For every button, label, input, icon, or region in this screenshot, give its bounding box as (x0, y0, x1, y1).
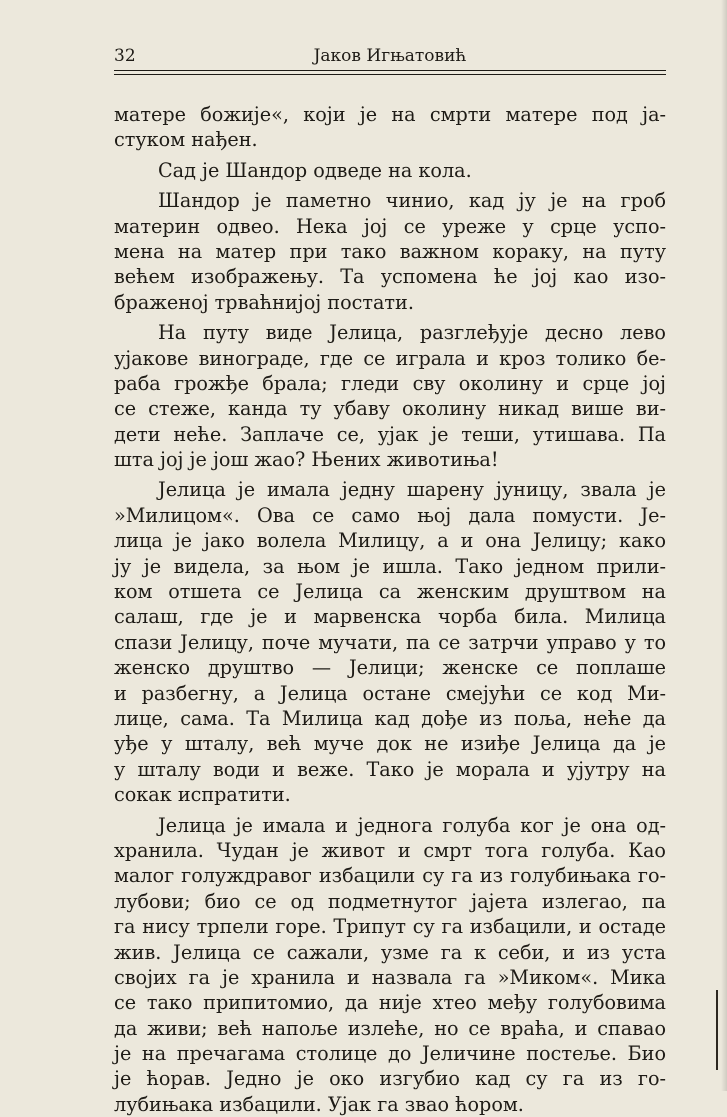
text-line: На путу виде Јелица, разглеђује десно лево (158, 321, 666, 345)
page-number: 32 (114, 46, 136, 66)
text-line: малог голуждравог избацили су га из голубињака го- (114, 864, 666, 888)
header-rule-top (114, 70, 666, 71)
text-line: спази Јелицу, поче мучати, па се затрчи управо у то (114, 630, 666, 654)
paragraph (114, 813, 666, 1117)
text-line: ујакове винограде, где се играла и кроз толико бе- (114, 346, 666, 370)
text-line: хранила. Чудан је живот и смрт тога голуба. Као (114, 838, 666, 862)
text-line: Јелица је имала једну шарену јуницу, звала је (158, 478, 666, 502)
text-line: се тако припитомио, да није хтео међу голубовима (114, 991, 666, 1015)
text-line: дети неће. Заплаче се, ујак је теши, утишава. Па (114, 422, 666, 446)
text-line: већем изображењу. Та успомена ће јој као изо- (114, 265, 666, 289)
text-line: се стеже, канда ту убаву околину никад више ви- (114, 397, 666, 421)
paragraph (114, 477, 666, 807)
text-line: лице, сама. Та Милица кад дође из поља, неће да (114, 706, 666, 730)
text-line: раба грожђе брала; гледи сву околину и срце јој (114, 371, 666, 395)
text-line: Шандор је паметно чинио, кад ју је на гроб (158, 189, 666, 213)
text-line: сокак испратити. (114, 783, 291, 807)
text-line: жив. Јелица се сажали, узме га к себи, и из уста (114, 940, 666, 964)
text-line: мена на матер при тако важном кораку, на путу (114, 239, 666, 263)
paragraph (114, 188, 666, 315)
text-line: ју је видела, за њом је ишла. Тако једном прили- (114, 554, 666, 578)
header-rule-bottom (114, 74, 666, 75)
text-line: стуком нађен. (114, 128, 258, 152)
text-line: уђе у шталу, већ муче док не изиђе Јелица да је (114, 732, 666, 756)
text-line: ком отшета се Јелица са женским друштвом на (114, 580, 666, 604)
text-line: Сад је Шандор одведе на кола. (158, 158, 472, 182)
text-line: га нису трпели горе. Трипут су га избацили, и остаде (114, 915, 666, 939)
text-line: »Милицом«. Ова се само њој дала помусти. Је- (114, 503, 666, 527)
text-line: женско друштво — Јелици; женске се поплаше (114, 656, 666, 680)
text-line: у шталу води и веже. Тако је морала и ујутру на (114, 757, 666, 781)
paragraph (114, 102, 666, 153)
text-line: материн одвео. Нека јој се уреже у срце успо- (114, 214, 666, 238)
paragraph (114, 320, 666, 472)
text-line: шта јој је још жао? Њених животиња! (114, 448, 499, 472)
text-line: и разбегну, а Јелица остане смејући се код Ми- (114, 681, 666, 705)
body-text (114, 102, 666, 1117)
text-line: лубињака избацили. Ујак га звао ћором. (114, 1092, 524, 1116)
page-header (114, 46, 666, 68)
page-edge-mark (716, 990, 718, 1070)
text-line: је ћорав. Једно је око изгубио кад су га из го- (114, 1067, 666, 1091)
page-edge-shade (721, 0, 727, 1091)
text-line: лица је јако волела Милицу, а и она Јелицу; како (114, 529, 666, 553)
text-line: да живи; већ напоље излеће, но се враћа, и спавао (114, 1016, 666, 1040)
text-line: својих га је хранила и назвала га »Миком«. Мика (114, 965, 666, 989)
text-line: лубови; био се од подметнутог јајета излегао, па (114, 889, 666, 913)
text-line: матере божије«, који је на смрти матере под ја- (114, 103, 666, 126)
text-line: је на пречагама столице до Јеличине постеље. Био (114, 1042, 666, 1066)
text-line: браженој трваћнијој постати. (114, 290, 414, 314)
paragraph (114, 158, 666, 183)
running-head: Јаков Игњатовић (313, 46, 467, 66)
text-line: Јелица је имала и једнога голуба ког је она од- (158, 813, 666, 837)
text-line: салаш, где је и марвенска чорба била. Милица (114, 605, 666, 629)
